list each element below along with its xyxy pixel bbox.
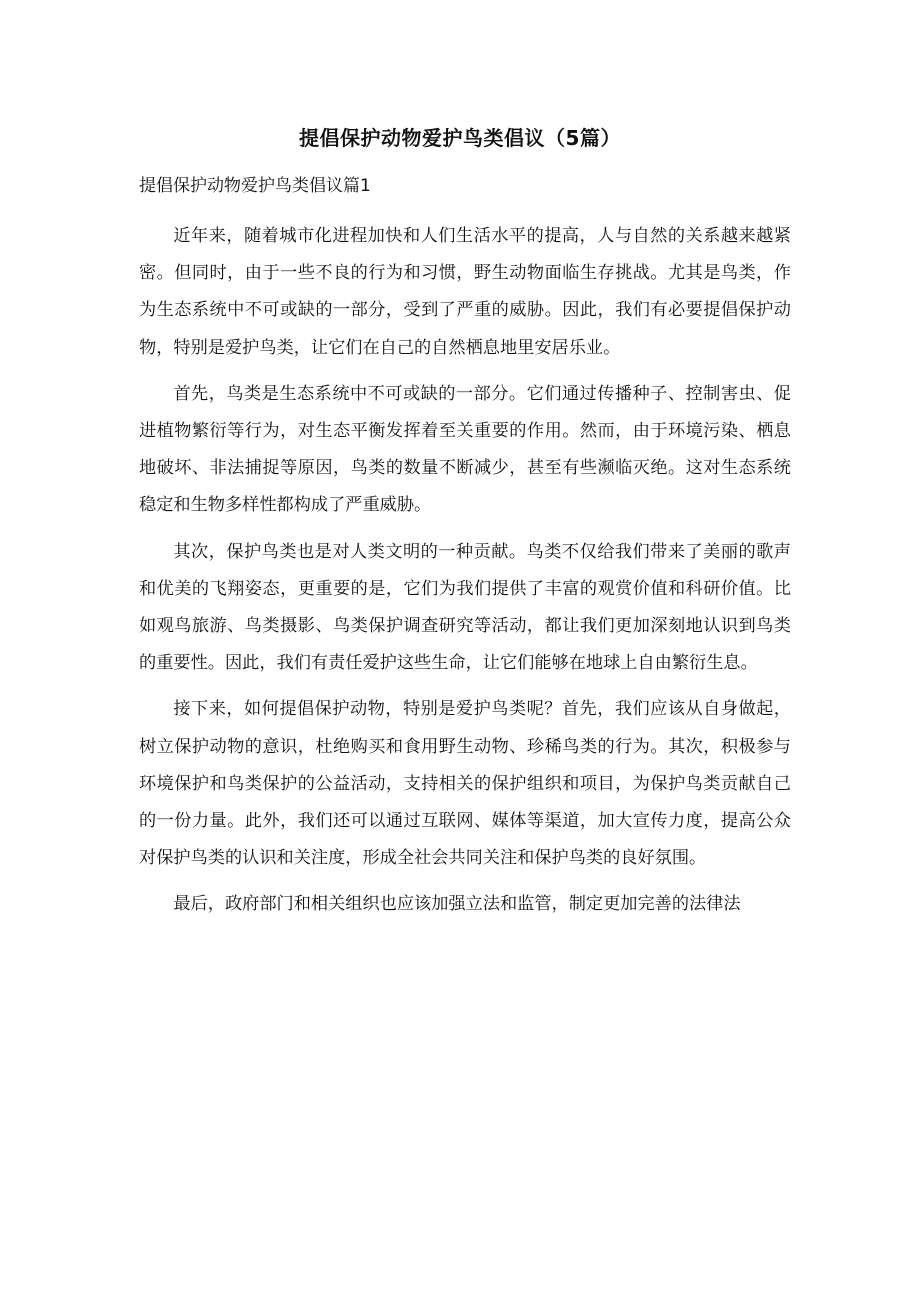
- document-title: 提倡保护动物爱护鸟类倡议（5篇）: [299, 126, 621, 150]
- paragraph-3: 其次，保护鸟类也是对人类文明的一种贡献。鸟类不仅给我们带来了美丽的歌声和优美的飞翔姿态，更重要的是，它们为我们提供了丰富的观赏价值和科研价值。比如观鸟旅游、鸟类摄影、鸟类保护调查研究等活动，都让我们更加深刻地认识到鸟类的重要性。因此，我们有责任爱护这些生命，让它们能够在地球上自由繁衍生息。: [139, 541, 791, 674]
- paragraph-2: 首先，鸟类是生态系统中不可或缺的一部分。它们通过传播种子、控制害虫、促进植物繁衍等行为，对生态平衡发挥着至关重要的作用。然而，由于环境污染、栖息地破坏、非法捕捉等原因，鸟类的数量不断减少，甚至有些濒临灭绝。这对生态系统稳定和生物多样性都构成了严重威胁。: [139, 383, 791, 516]
- paragraph-5: 最后，政府部门和相关组织也应该加强立法和监管，制定更加完善的法律法: [173, 894, 741, 915]
- paragraph-4: 接下来，如何提倡保护动物，特别是爱护鸟类呢？首先，我们应该从自身做起，树立保护动物的意识，杜绝购买和食用野生动物、珍稀鸟类的行为。其次，积极参与环境保护和鸟类保护的公益活动，支持相关的保护组织和项目，为保护鸟类贡献自己的一份力量。此外，我们还可以通过互联网、媒体等渠道，加大宣传力度，提高公众对保护鸟类的认识和关注度，形成全社会共同关注和保护鸟类的良好氛围。: [139, 699, 791, 869]
- section-heading: 提倡保护动物爱护鸟类倡议篇1: [139, 176, 371, 196]
- document-body: [139, 218, 791, 933]
- paragraph-1: 近年来，随着城市化进程加快和人们生活水平的提高，人与自然的关系越来越紧密。但同时，由于一些不良的行为和习惯，野生动物面临生存挑战。尤其是鸟类，作为生态系统中不可或缺的一部分，受到了严重的威胁。因此，我们有必要提倡保护动物，特别是爱护鸟类，让它们在自己的自然栖息地里安居乐业。: [139, 226, 791, 358]
